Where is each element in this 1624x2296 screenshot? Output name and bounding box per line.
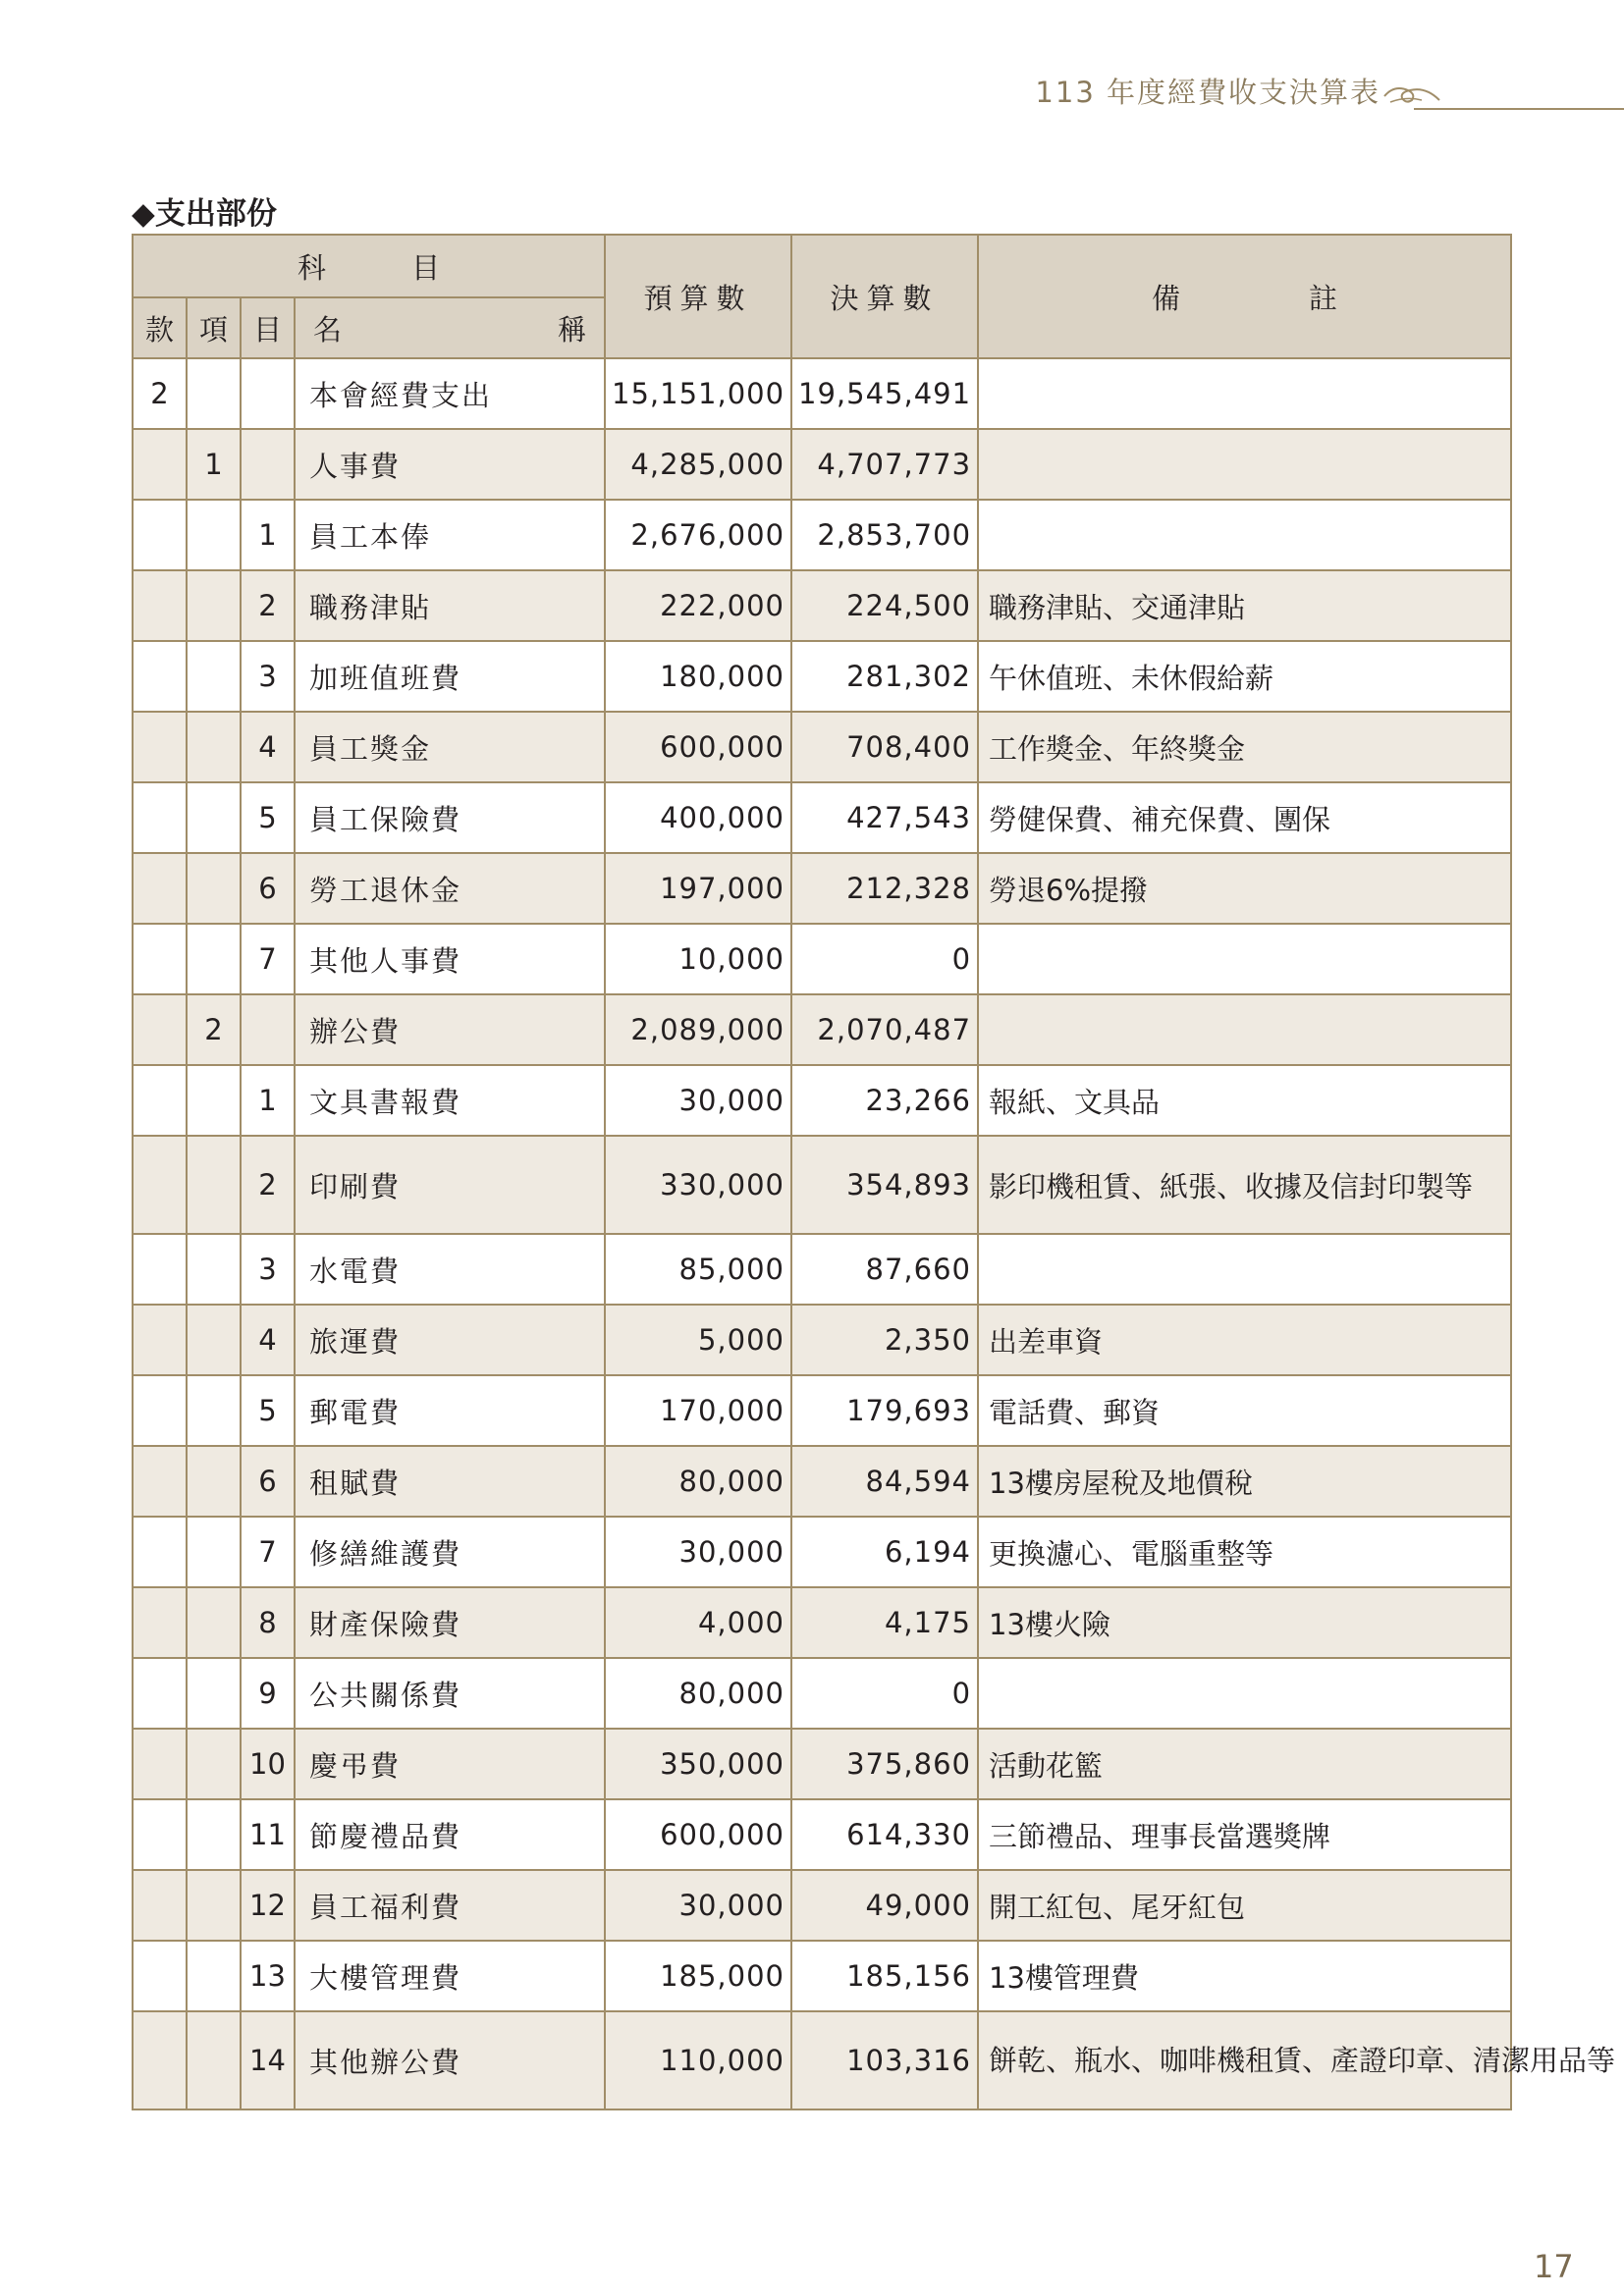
header-note: 備 註 (978, 235, 1511, 358)
cell-xiang (187, 1729, 241, 1799)
cell-xiang (187, 712, 241, 782)
cell-mu: 14 (241, 2011, 295, 2109)
table-row (133, 641, 1511, 712)
cell-actual: 23,266 (791, 1065, 978, 1136)
cell-name: 人事費 (295, 429, 605, 500)
cell-name: 文具書報費 (295, 1065, 605, 1136)
cell-actual: 2,350 (791, 1305, 978, 1375)
cell-mu: 1 (241, 500, 295, 570)
table-row (133, 1305, 1511, 1375)
cell-mu (241, 994, 295, 1065)
cell-actual: 354,893 (791, 1136, 978, 1234)
cell-name: 員工福利費 (295, 1870, 605, 1941)
cell-note: 工作獎金、年終獎金 (978, 712, 1511, 782)
header-budget: 預算數 (605, 235, 791, 358)
cell-name: 郵電費 (295, 1375, 605, 1446)
cell-note: 勞退6%提撥 (978, 853, 1511, 924)
cell-mu: 3 (241, 641, 295, 712)
cell-xiang (187, 1658, 241, 1729)
cell-budget: 30,000 (605, 1065, 791, 1136)
cell-actual: 4,707,773 (791, 429, 978, 500)
table-row (133, 782, 1511, 853)
cell-mu: 11 (241, 1799, 295, 1870)
cell-kuan (133, 500, 187, 570)
cell-xiang (187, 1799, 241, 1870)
cell-kuan (133, 1870, 187, 1941)
cell-name: 員工本俸 (295, 500, 605, 570)
cell-kuan (133, 1446, 187, 1517)
cell-name: 加班值班費 (295, 641, 605, 712)
cell-mu: 2 (241, 570, 295, 641)
cell-actual: 224,500 (791, 570, 978, 641)
cell-kuan (133, 2011, 187, 2109)
cell-name: 其他人事費 (295, 924, 605, 994)
cell-mu: 4 (241, 712, 295, 782)
cell-mu: 5 (241, 1375, 295, 1446)
cell-xiang (187, 1234, 241, 1305)
cell-kuan (133, 994, 187, 1065)
cell-kuan (133, 924, 187, 994)
table-row (133, 429, 1511, 500)
cell-name: 印刷費 (295, 1136, 605, 1234)
expenditure-table (132, 234, 1616, 2110)
cell-actual: 2,853,700 (791, 500, 978, 570)
cell-actual: 179,693 (791, 1375, 978, 1446)
cell-actual: 185,156 (791, 1941, 978, 2011)
cell-budget: 10,000 (605, 924, 791, 994)
table-row (133, 1870, 1511, 1941)
cell-note: 出差車資 (978, 1305, 1511, 1375)
table-row (133, 570, 1511, 641)
cell-xiang (187, 1870, 241, 1941)
cell-note: 報紙、文具品 (978, 1065, 1511, 1136)
section-title: ◆支出部份 (132, 196, 277, 232)
table-row (133, 358, 1511, 429)
cell-note: 影印機租賃、紙張、收據及信封印製等 (978, 1136, 1511, 1234)
table-row (133, 924, 1511, 994)
cell-actual: 427,543 (791, 782, 978, 853)
cell-name: 職務津貼 (295, 570, 605, 641)
cell-name: 財產保險費 (295, 1587, 605, 1658)
cell-budget: 80,000 (605, 1446, 791, 1517)
header-kuan: 款 (133, 297, 187, 358)
cell-actual: 614,330 (791, 1799, 978, 1870)
cell-kuan (133, 1729, 187, 1799)
cell-kuan (133, 570, 187, 641)
cell-name: 員工保險費 (295, 782, 605, 853)
cell-xiang (187, 2011, 241, 2109)
cell-budget: 2,676,000 (605, 500, 791, 570)
cell-xiang (187, 1136, 241, 1234)
table-row (133, 994, 1511, 1065)
cell-actual: 2,070,487 (791, 994, 978, 1065)
table-row (133, 712, 1511, 782)
header-rule (1414, 108, 1624, 110)
cell-mu (241, 429, 295, 500)
page-number: 17 (1534, 2248, 1574, 2285)
cell-name: 本會經費支出 (295, 358, 605, 429)
table-row (133, 1517, 1511, 1587)
header-xiang: 項 (187, 297, 241, 358)
cell-name: 辦公費 (295, 994, 605, 1065)
cell-note (978, 924, 1511, 994)
cell-note: 電話費、郵資 (978, 1375, 1511, 1446)
header-actual: 決算數 (791, 235, 978, 358)
cell-actual: 4,175 (791, 1587, 978, 1658)
cell-kuan (133, 641, 187, 712)
cell-actual: 708,400 (791, 712, 978, 782)
table-row (133, 853, 1511, 924)
table-row (133, 1658, 1511, 1729)
cell-mu: 6 (241, 853, 295, 924)
cell-mu: 9 (241, 1658, 295, 1729)
cell-budget: 170,000 (605, 1375, 791, 1446)
cell-mu: 8 (241, 1587, 295, 1658)
cell-budget: 197,000 (605, 853, 791, 924)
cell-name: 慶弔費 (295, 1729, 605, 1799)
cell-xiang (187, 641, 241, 712)
cell-xiang (187, 1446, 241, 1517)
cell-kuan (133, 1587, 187, 1658)
cell-budget: 5,000 (605, 1305, 791, 1375)
cell-kuan (133, 1375, 187, 1446)
cell-xiang (187, 1587, 241, 1658)
header-mu: 目 (241, 297, 295, 358)
cell-mu (241, 358, 295, 429)
cell-budget: 30,000 (605, 1870, 791, 1941)
cell-note: 三節禮品、理事長當選獎牌 (978, 1799, 1511, 1870)
cell-xiang (187, 853, 241, 924)
cell-note: 勞健保費、補充保費、團保 (978, 782, 1511, 853)
page-header-title: 113 年度經費收支決算表 (1035, 76, 1380, 109)
cell-xiang (187, 1375, 241, 1446)
cell-actual: 6,194 (791, 1517, 978, 1587)
cell-note: 13樓房屋稅及地價稅 (978, 1446, 1511, 1517)
cell-mu: 7 (241, 924, 295, 994)
cell-mu: 6 (241, 1446, 295, 1517)
cell-note (978, 358, 1511, 429)
cell-kuan (133, 1234, 187, 1305)
table-row (133, 1446, 1511, 1517)
cell-mu: 12 (241, 1870, 295, 1941)
header-subject: 科 目 (133, 235, 605, 297)
cell-note: 職務津貼、交通津貼 (978, 570, 1511, 641)
cell-name: 修繕維護費 (295, 1517, 605, 1587)
cell-xiang (187, 1305, 241, 1375)
cell-note (978, 429, 1511, 500)
cell-note: 13樓火險 (978, 1587, 1511, 1658)
cell-note: 13樓管理費 (978, 1941, 1511, 2011)
cell-actual: 103,316 (791, 2011, 978, 2109)
cell-name: 水電費 (295, 1234, 605, 1305)
cell-kuan (133, 1136, 187, 1234)
cell-budget: 350,000 (605, 1729, 791, 1799)
cell-actual: 19,545,491 (791, 358, 978, 429)
cell-kuan (133, 853, 187, 924)
table-row (133, 500, 1511, 570)
cell-budget: 2,089,000 (605, 994, 791, 1065)
cell-actual: 0 (791, 1658, 978, 1729)
cell-kuan (133, 429, 187, 500)
cell-note: 活動花籃 (978, 1729, 1511, 1799)
cell-mu: 13 (241, 1941, 295, 2011)
cell-xiang (187, 924, 241, 994)
table-row (133, 1799, 1511, 1870)
cell-xiang (187, 570, 241, 641)
cell-budget: 330,000 (605, 1136, 791, 1234)
cell-budget: 15,151,000 (605, 358, 791, 429)
cell-xiang: 1 (187, 429, 241, 500)
table-row (133, 1234, 1511, 1305)
header-name: 名 稱 (295, 297, 605, 358)
cell-name: 勞工退休金 (295, 853, 605, 924)
cell-actual: 375,860 (791, 1729, 978, 1799)
cell-note: 開工紅包、尾牙紅包 (978, 1870, 1511, 1941)
cell-name: 大樓管理費 (295, 1941, 605, 2011)
cell-kuan (133, 1658, 187, 1729)
cell-budget: 80,000 (605, 1658, 791, 1729)
cell-budget: 85,000 (605, 1234, 791, 1305)
cell-xiang (187, 782, 241, 853)
cell-xiang (187, 1065, 241, 1136)
cell-budget: 4,000 (605, 1587, 791, 1658)
cell-name: 旅運費 (295, 1305, 605, 1375)
cell-budget: 222,000 (605, 570, 791, 641)
cell-xiang: 2 (187, 994, 241, 1065)
cell-budget: 4,285,000 (605, 429, 791, 500)
cell-budget: 180,000 (605, 641, 791, 712)
cell-kuan (133, 1941, 187, 2011)
cell-actual: 84,594 (791, 1446, 978, 1517)
cell-budget: 30,000 (605, 1517, 791, 1587)
cell-actual: 281,302 (791, 641, 978, 712)
cell-note: 午休值班、未休假給薪 (978, 641, 1511, 712)
cell-kuan (133, 712, 187, 782)
cell-kuan (133, 782, 187, 853)
table-row (133, 2011, 1511, 2109)
cell-mu: 7 (241, 1517, 295, 1587)
table-row (133, 1375, 1511, 1446)
cell-budget: 185,000 (605, 1941, 791, 2011)
table-row (133, 1587, 1511, 1658)
cell-mu: 3 (241, 1234, 295, 1305)
table-row (133, 1065, 1511, 1136)
cell-budget: 400,000 (605, 782, 791, 853)
scroll-ornament-icon (1382, 77, 1441, 106)
cell-mu: 2 (241, 1136, 295, 1234)
table-row (133, 1941, 1511, 2011)
cell-name: 租賦費 (295, 1446, 605, 1517)
cell-name: 節慶禮品費 (295, 1799, 605, 1870)
cell-budget: 600,000 (605, 712, 791, 782)
cell-xiang (187, 1517, 241, 1587)
cell-actual: 212,328 (791, 853, 978, 924)
cell-xiang (187, 500, 241, 570)
cell-kuan (133, 1065, 187, 1136)
cell-note: 更換濾心、電腦重整等 (978, 1517, 1511, 1587)
cell-note (978, 500, 1511, 570)
cell-actual: 49,000 (791, 1870, 978, 1941)
cell-kuan (133, 1305, 187, 1375)
cell-note (978, 994, 1511, 1065)
cell-actual: 0 (791, 924, 978, 994)
cell-mu: 5 (241, 782, 295, 853)
cell-kuan (133, 1799, 187, 1870)
cell-note: 餅乾、瓶水、咖啡機租賃、產證印章、清潔用品等 (978, 2011, 1511, 2109)
table-row (133, 1729, 1511, 1799)
cell-budget: 110,000 (605, 2011, 791, 2109)
cell-name: 員工獎金 (295, 712, 605, 782)
cell-name: 其他辦公費 (295, 2011, 605, 2109)
cell-kuan (133, 1517, 187, 1587)
cell-actual: 87,660 (791, 1234, 978, 1305)
cell-mu: 10 (241, 1729, 295, 1799)
cell-name: 公共關係費 (295, 1658, 605, 1729)
cell-xiang (187, 1941, 241, 2011)
cell-budget: 600,000 (605, 1799, 791, 1870)
cell-mu: 4 (241, 1305, 295, 1375)
cell-xiang (187, 358, 241, 429)
cell-mu: 1 (241, 1065, 295, 1136)
cell-note (978, 1658, 1511, 1729)
cell-kuan: 2 (133, 358, 187, 429)
table-row (133, 1136, 1511, 1234)
cell-note (978, 1234, 1511, 1305)
